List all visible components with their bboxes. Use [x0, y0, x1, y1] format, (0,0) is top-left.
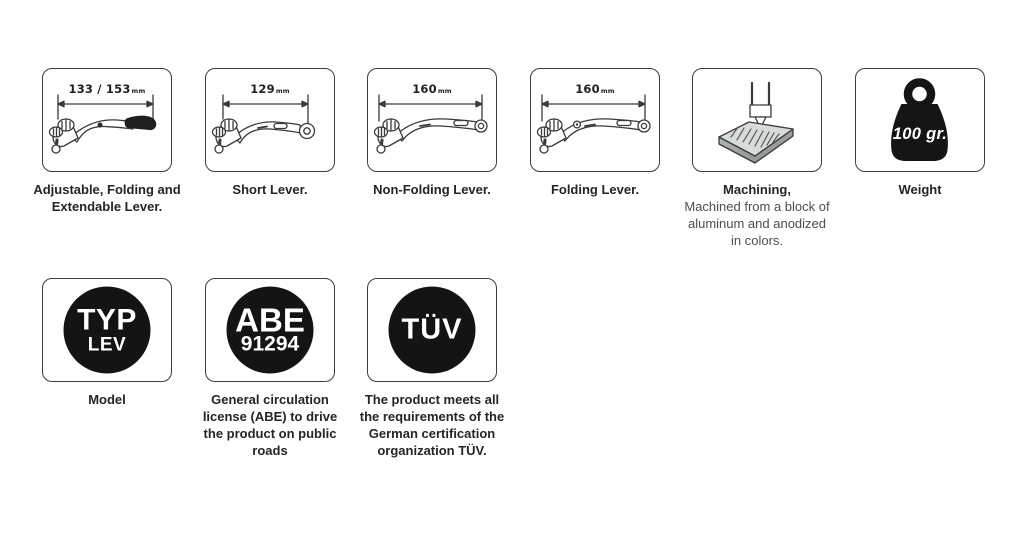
- tuv-badge: [389, 287, 476, 374]
- feature-card: [530, 68, 660, 172]
- typ-lev-badge: [64, 287, 151, 374]
- feature-weight: [855, 68, 985, 198]
- feature-caption: [682, 181, 832, 249]
- feature-caption: General circulation license (ABE) to drive the product on public roads: [202, 392, 338, 458]
- badge-line1: ABE: [235, 301, 305, 338]
- feature-card: [855, 68, 985, 172]
- feature-caption: Non-Folding Lever.: [373, 182, 491, 197]
- feature-card: [367, 278, 497, 382]
- feature-model: [42, 278, 172, 408]
- dimension-unit: mm: [437, 87, 452, 95]
- feature-machining: [684, 68, 830, 249]
- feature-caption: Adjustable, Folding and Extendable Lever.: [33, 182, 181, 214]
- badge-line2: 91294: [240, 332, 300, 355]
- badge-line2: LEV: [87, 334, 127, 355]
- feature-folding-lever: [530, 68, 660, 198]
- dimension-label: 160mm: [412, 82, 452, 96]
- dimension-label: 133 / 153mm: [68, 82, 146, 96]
- kettlebell-weight-icon: [856, 69, 983, 170]
- feature-non-folding-lever: [367, 68, 497, 198]
- feature-caption: Short Lever.: [232, 182, 308, 197]
- feature-caption: Weight: [898, 182, 942, 197]
- weight-value-label: 100 gr.: [892, 125, 948, 143]
- dimension-label: 160mm: [575, 82, 615, 96]
- dimension-unit: mm: [131, 87, 146, 95]
- dimension-label: 129mm: [250, 82, 290, 96]
- milling-machine-icon: [693, 69, 820, 170]
- feature-card: [367, 68, 497, 172]
- caption-description: Machined from a block of aluminum and anodized in colors.: [684, 199, 830, 248]
- feature-caption: The product meets all the requirements of the German certification organization TÜV.: [359, 392, 505, 458]
- feature-caption: Model: [88, 392, 126, 407]
- feature-card: [205, 68, 335, 172]
- feature-adjustable-lever: [33, 68, 181, 215]
- dimension-unit: mm: [600, 87, 615, 95]
- feature-tuv-certification: [359, 278, 505, 459]
- badge-line1: TÜV: [401, 313, 463, 346]
- abe-badge: [227, 287, 314, 374]
- feature-card: [42, 278, 172, 382]
- feature-caption: Folding Lever.: [550, 182, 640, 197]
- dimension-unit: mm: [275, 87, 290, 95]
- feature-card: [205, 278, 335, 382]
- feature-abe-license: [202, 278, 338, 459]
- feature-short-lever: [205, 68, 335, 198]
- badge-line1: TYP: [77, 303, 137, 336]
- feature-card: [42, 68, 172, 172]
- caption-bold: Machining,: [723, 182, 791, 197]
- feature-card: [692, 68, 822, 172]
